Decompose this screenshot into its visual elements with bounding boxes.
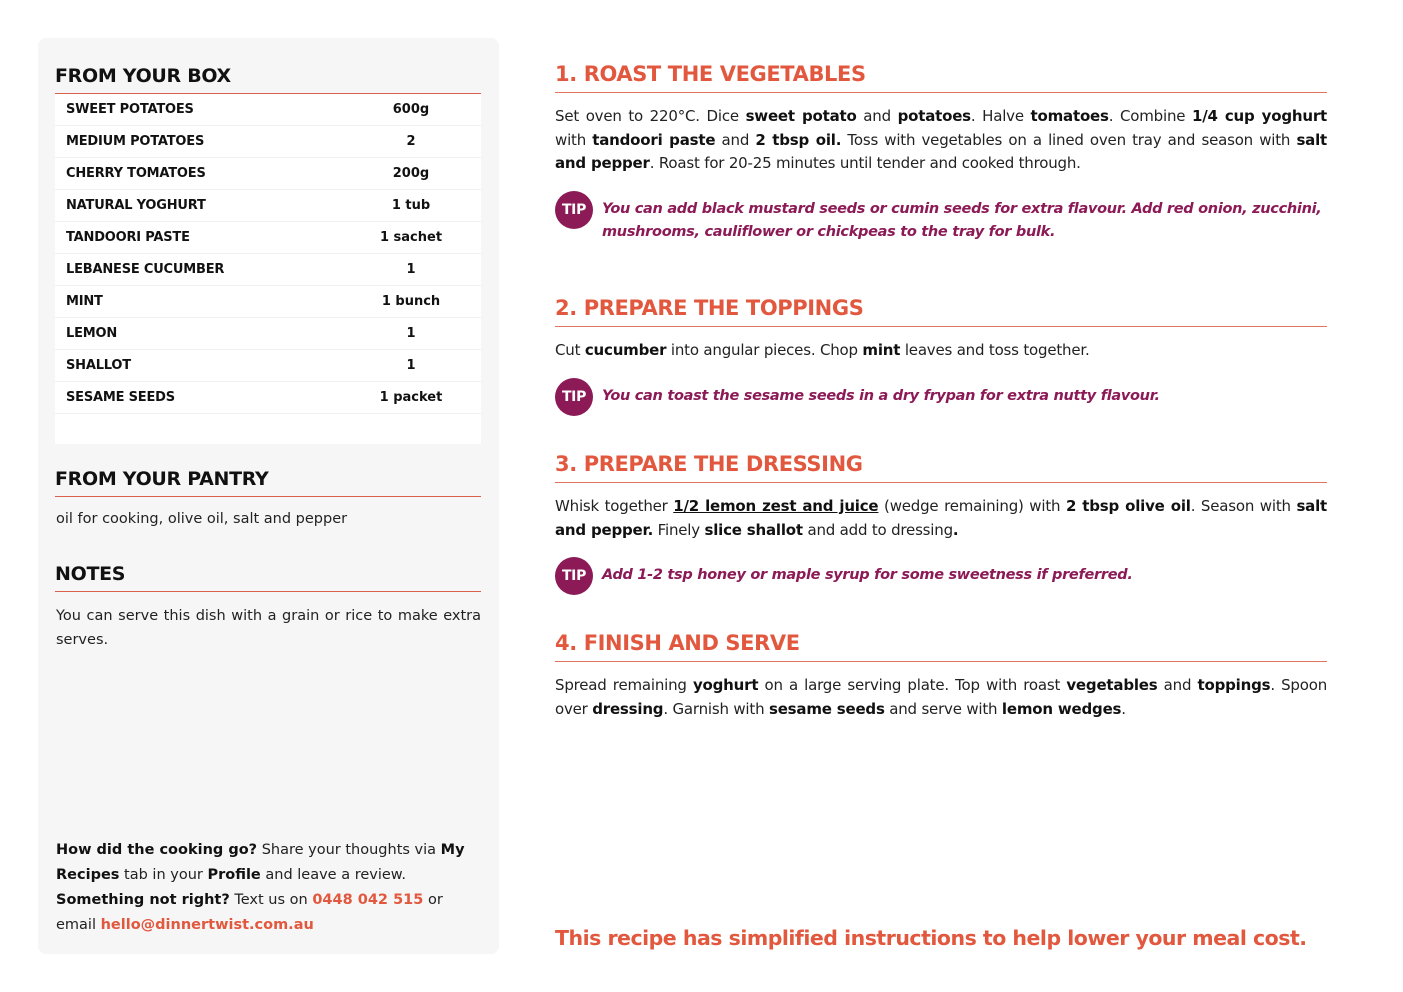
ingredient-name: LEMON xyxy=(66,326,118,341)
bold-ingredient: mint xyxy=(862,341,901,359)
ingredient-qty: 1 sachet xyxy=(379,230,443,245)
instruction-text: and xyxy=(715,130,756,149)
tip-badge-icon: TIP xyxy=(555,557,593,595)
ingredient-row xyxy=(55,158,481,190)
my-recipes-label: My Recipes xyxy=(56,842,465,883)
tip xyxy=(555,385,1327,416)
instruction-text: Toss with vegetables on a lined oven tray and season with xyxy=(841,130,1297,149)
tip-text: Add 1-2 tsp honey or maple syrup for some sweetness if preferred. xyxy=(602,567,1133,583)
ingredient-qty: 1 packet xyxy=(379,390,443,405)
instruction-text: . Garnish with xyxy=(663,699,769,718)
ingredient-row xyxy=(55,222,481,254)
step-title: 2. PREPARE THE TOPPINGS xyxy=(555,296,1327,327)
bold-ingredient: lemon wedges xyxy=(1001,699,1122,718)
bold-ingredient: vegetables xyxy=(1066,676,1158,694)
step-title: 1. ROAST THE VEGETABLES xyxy=(555,62,1327,93)
tip-text: You can add black mustard seeds or cumin seeds for extra flavour. Add red onion, zucchini, mushrooms, cauliflower or chickpeas to the tray for bulk. xyxy=(602,200,1322,240)
ingredient-qty: 1 xyxy=(406,262,416,277)
ingredient-qty: 2 xyxy=(406,134,416,149)
support-text-part: or email xyxy=(56,892,443,933)
tip xyxy=(555,198,1327,245)
tip-text: You can toast the sesame seeds in a dry frypan for extra nutty flavour. xyxy=(602,387,1160,404)
ingredient-name: MINT xyxy=(66,294,103,309)
ingredient-row xyxy=(55,126,481,158)
bold-ingredient: sweet potato xyxy=(745,107,857,125)
ingredient-row xyxy=(55,350,481,382)
bold-ingredient: salt and pepper. xyxy=(555,497,1328,539)
step-title: 3. PREPARE THE DRESSING xyxy=(555,452,1327,483)
ingredient-name: SESAME SEEDS xyxy=(66,390,175,405)
step-instructions xyxy=(555,105,1327,176)
bold-ingredient: yoghurt xyxy=(692,676,759,694)
feedback-text xyxy=(56,838,481,938)
pantry-text: oil for cooking, olive oil, salt and pepper xyxy=(56,511,348,527)
feedback-question: How did the cooking go? xyxy=(56,842,258,858)
tip-badge-icon: TIP xyxy=(555,191,593,229)
instruction-text: . xyxy=(1121,699,1126,718)
bold-ingredient: slice shallot xyxy=(704,520,803,539)
support-phone-link[interactable]: 0448 042 515 xyxy=(312,892,424,908)
instruction-text: Whisk together xyxy=(555,497,674,515)
bold-ingredient: cucumber xyxy=(584,341,667,359)
feedback-text-part: and leave a review. xyxy=(260,867,406,883)
step-4 xyxy=(555,631,1327,721)
instruction-text: and serve with xyxy=(884,699,1002,718)
instruction-text: and xyxy=(1157,676,1198,694)
support-text-part: Text us on xyxy=(229,892,313,908)
support-email-link[interactable]: hello@dinnertwist.com.au xyxy=(100,917,314,933)
ingredient-name: TANDOORI PASTE xyxy=(66,230,190,245)
ingredients-table xyxy=(55,94,481,444)
tip-badge-icon: TIP xyxy=(555,378,593,416)
bold-ingredient: . xyxy=(952,520,959,539)
ingredients-sidebar xyxy=(38,38,499,954)
step-title: 4. FINISH AND SERVE xyxy=(555,631,1327,662)
bold-ingredient: potatoes xyxy=(897,107,971,125)
instruction-text: on a large serving plate. Top with roast xyxy=(758,676,1067,694)
ingredient-row xyxy=(55,94,481,126)
bold-ingredient: toppings xyxy=(1197,676,1271,694)
step-instructions xyxy=(555,674,1327,721)
ingredient-row xyxy=(55,382,481,414)
ingredient-name: MEDIUM POTATOES xyxy=(66,134,205,149)
step-instructions xyxy=(555,339,1327,363)
instruction-text: into angular pieces. Chop xyxy=(666,341,863,359)
bold-ingredient: tandoori paste xyxy=(592,130,716,149)
instruction-text: . Spoon over xyxy=(555,676,1328,718)
from-your-box-heading: FROM YOUR BOX xyxy=(55,65,481,94)
instruction-text: with xyxy=(555,130,593,149)
instruction-text: leaves and toss together. xyxy=(900,341,1090,359)
instruction-text: Set oven to 220°C. Dice xyxy=(555,107,746,125)
ingredient-row xyxy=(55,254,481,286)
ingredient-name: LEBANESE CUCUMBER xyxy=(66,262,225,277)
ingredient-name: SHALLOT xyxy=(66,358,131,373)
instruction-text: Finely xyxy=(653,520,705,539)
from-your-pantry-heading: FROM YOUR PANTRY xyxy=(55,468,481,497)
ingredient-qty: 1 bunch xyxy=(381,294,441,309)
step-instructions xyxy=(555,495,1327,542)
instruction-text: Cut xyxy=(555,341,585,359)
step-1 xyxy=(555,62,1327,245)
ingredient-row xyxy=(55,190,481,222)
bold-ingredient: 1/4 cup yoghurt xyxy=(1191,107,1327,125)
feedback-text-part: tab in your xyxy=(119,867,208,883)
bold-ingredient: 2 tbsp oil. xyxy=(755,130,842,149)
bold-ingredient: tomatoes xyxy=(1030,107,1109,125)
feedback-text-part: Share your thoughts via xyxy=(257,842,441,858)
ingredient-row xyxy=(55,318,481,350)
instruction-text: . Combine xyxy=(1108,107,1192,125)
ingredient-name: NATURAL YOGHURT xyxy=(66,198,206,213)
step-3 xyxy=(555,452,1327,595)
underlined-ingredient: 1/2 lemon zest and juice xyxy=(673,497,879,515)
profile-label: Profile xyxy=(207,867,261,883)
instruction-text: . Season with xyxy=(1190,497,1297,515)
bold-ingredient: salt and pepper xyxy=(555,130,1328,172)
support-question: Something not right? xyxy=(56,892,230,908)
notes-text: You can serve this dish with a grain or rice to make extra serves. xyxy=(56,608,481,648)
ingredient-qty: 1 xyxy=(406,326,416,341)
ingredient-qty: 600g xyxy=(392,102,430,117)
instruction-text: and add to dressing xyxy=(802,520,953,539)
ingredient-name: SWEET POTATOES xyxy=(66,102,194,117)
ingredient-name: CHERRY TOMATOES xyxy=(66,166,206,181)
instruction-text: Spread remaining xyxy=(555,676,693,694)
instruction-text: (wedge remaining) with xyxy=(878,497,1066,515)
simplified-instructions-note: This recipe has simplified instructions to help lower your meal cost. xyxy=(555,926,1307,950)
bold-ingredient: 2 tbsp olive oil xyxy=(1065,497,1191,515)
instruction-text: . Halve xyxy=(970,107,1031,125)
bold-ingredient: sesame seeds xyxy=(768,699,885,718)
tip xyxy=(555,564,1327,595)
instruction-text: and xyxy=(856,107,898,125)
instruction-text: . Roast for 20-25 minutes until tender and cooked through. xyxy=(649,154,1081,172)
ingredient-qty: 200g xyxy=(392,166,430,181)
notes-heading: NOTES xyxy=(55,563,481,592)
step-2 xyxy=(555,296,1327,416)
ingredient-qty: 1 tub xyxy=(391,198,431,213)
ingredient-row xyxy=(55,286,481,318)
ingredient-qty: 1 xyxy=(406,358,416,373)
bold-ingredient: dressing xyxy=(592,699,664,718)
